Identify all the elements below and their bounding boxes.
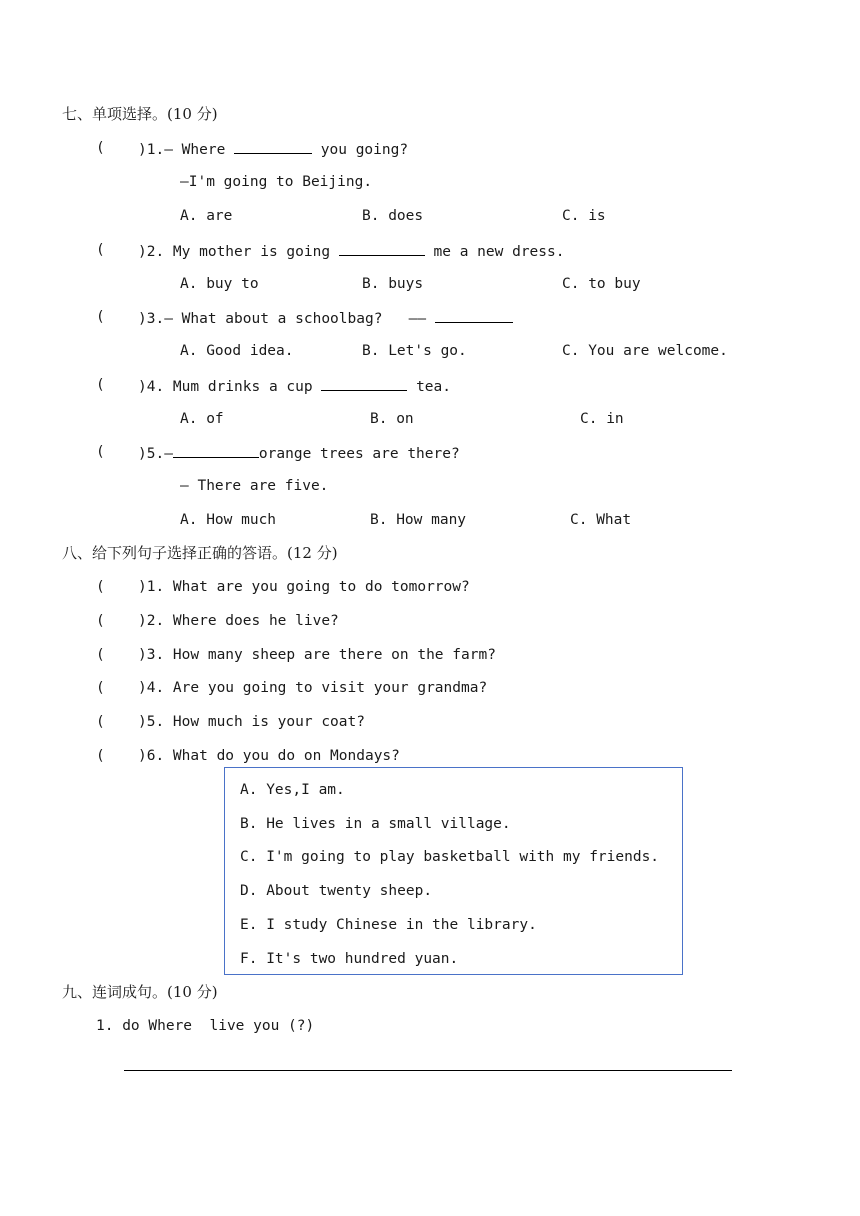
q2-tail: me a new dress. — [433, 244, 565, 260]
q4-text: )4. Mum drinks a cup — [138, 379, 313, 395]
q3-paren: ( — [96, 309, 105, 325]
q5-reply: — There are five. — [180, 478, 329, 494]
section-9-heading: 九、连词成句。(10 分) — [62, 983, 218, 1001]
q1-stem — [138, 138, 408, 160]
match-q2-text: )2. Where does he live? — [138, 613, 339, 629]
answer-line[interactable] — [124, 1070, 732, 1071]
q3-option-b: B. Let's go. — [362, 343, 467, 359]
match-q5-paren: ( — [96, 714, 105, 730]
q5-option-a: A. How much — [180, 512, 277, 528]
match-q1-text: )1. What are you going to do tomorrow? — [138, 579, 470, 595]
q2-paren: ( — [96, 242, 105, 258]
answer-a: A. Yes,I am. — [240, 782, 345, 798]
q4-stem — [138, 375, 451, 397]
q3-blank[interactable] — [435, 307, 513, 323]
match-q5-text: )5. How much is your coat? — [138, 714, 365, 730]
q1-blank[interactable] — [234, 138, 312, 154]
q4-option-b: B. on — [370, 411, 414, 427]
q4-tail: tea. — [416, 379, 451, 395]
q3-option-a: A. Good idea. — [180, 343, 294, 359]
q5-text: )5.— — [138, 446, 173, 462]
match-q4-text: )4. Are you going to visit your grandma? — [138, 680, 488, 696]
answer-f: F. It's two hundred yuan. — [240, 951, 459, 967]
q1-paren: ( — [96, 140, 105, 156]
q4-option-a: A. of — [180, 411, 224, 427]
q3-text: )3.— What about a schoolbag? — [138, 311, 383, 327]
match-q6-paren: ( — [96, 748, 105, 764]
q5-tail: orange trees are there? — [258, 446, 460, 462]
q3-option-c: C. You are welcome. — [562, 343, 728, 359]
q5-paren: ( — [96, 444, 105, 460]
match-q3-paren: ( — [96, 647, 105, 663]
section-7-heading: 七、单项选择。(10 分) — [62, 105, 218, 123]
q5-option-c: C. What — [570, 512, 632, 528]
answer-b: B. He lives in a small village. — [240, 816, 511, 832]
q5-option-b: B. How many — [370, 512, 467, 528]
q4-option-c: C. in — [580, 411, 624, 427]
q3-stem — [138, 307, 513, 329]
answer-e: E. I study Chinese in the library. — [240, 917, 537, 933]
q1-reply: —I'm going to Beijing. — [180, 174, 373, 190]
q4-blank[interactable] — [321, 375, 407, 391]
q2-text: )2. My mother is going — [138, 244, 331, 260]
answer-d: D. About twenty sheep. — [240, 883, 433, 899]
section-8-heading: 八、给下列句子选择正确的答语。(12 分) — [62, 544, 338, 562]
q2-option-a: A. buy to — [180, 276, 259, 292]
match-q1-paren: ( — [96, 579, 105, 595]
q5-blank[interactable] — [173, 442, 259, 458]
q2-option-c: C. to buy — [562, 276, 641, 292]
match-q6-text: )6. What do you do on Mondays? — [138, 748, 400, 764]
q2-blank[interactable] — [339, 240, 425, 256]
q1-option-b: B. does — [362, 208, 424, 224]
q5-stem — [138, 442, 460, 464]
q1-option-c: C. is — [562, 208, 606, 224]
answer-c: C. I'm going to play basketball with my friends. — [240, 849, 660, 865]
match-q3-text: )3. How many sheep are there on the farm? — [138, 647, 496, 663]
q4-paren: ( — [96, 377, 105, 393]
q2-stem — [138, 240, 564, 262]
q2-option-b: B. buys — [362, 276, 424, 292]
match-q4-paren: ( — [96, 680, 105, 696]
q1-tail: you going? — [320, 142, 409, 158]
q1-option-a: A. are — [180, 208, 233, 224]
q1-text: )1.— Where — [138, 142, 226, 158]
match-q2-paren: ( — [96, 613, 105, 629]
reorder-q1: 1. do Where live you (?) — [96, 1018, 315, 1034]
q3-dash: —— — [408, 311, 427, 327]
